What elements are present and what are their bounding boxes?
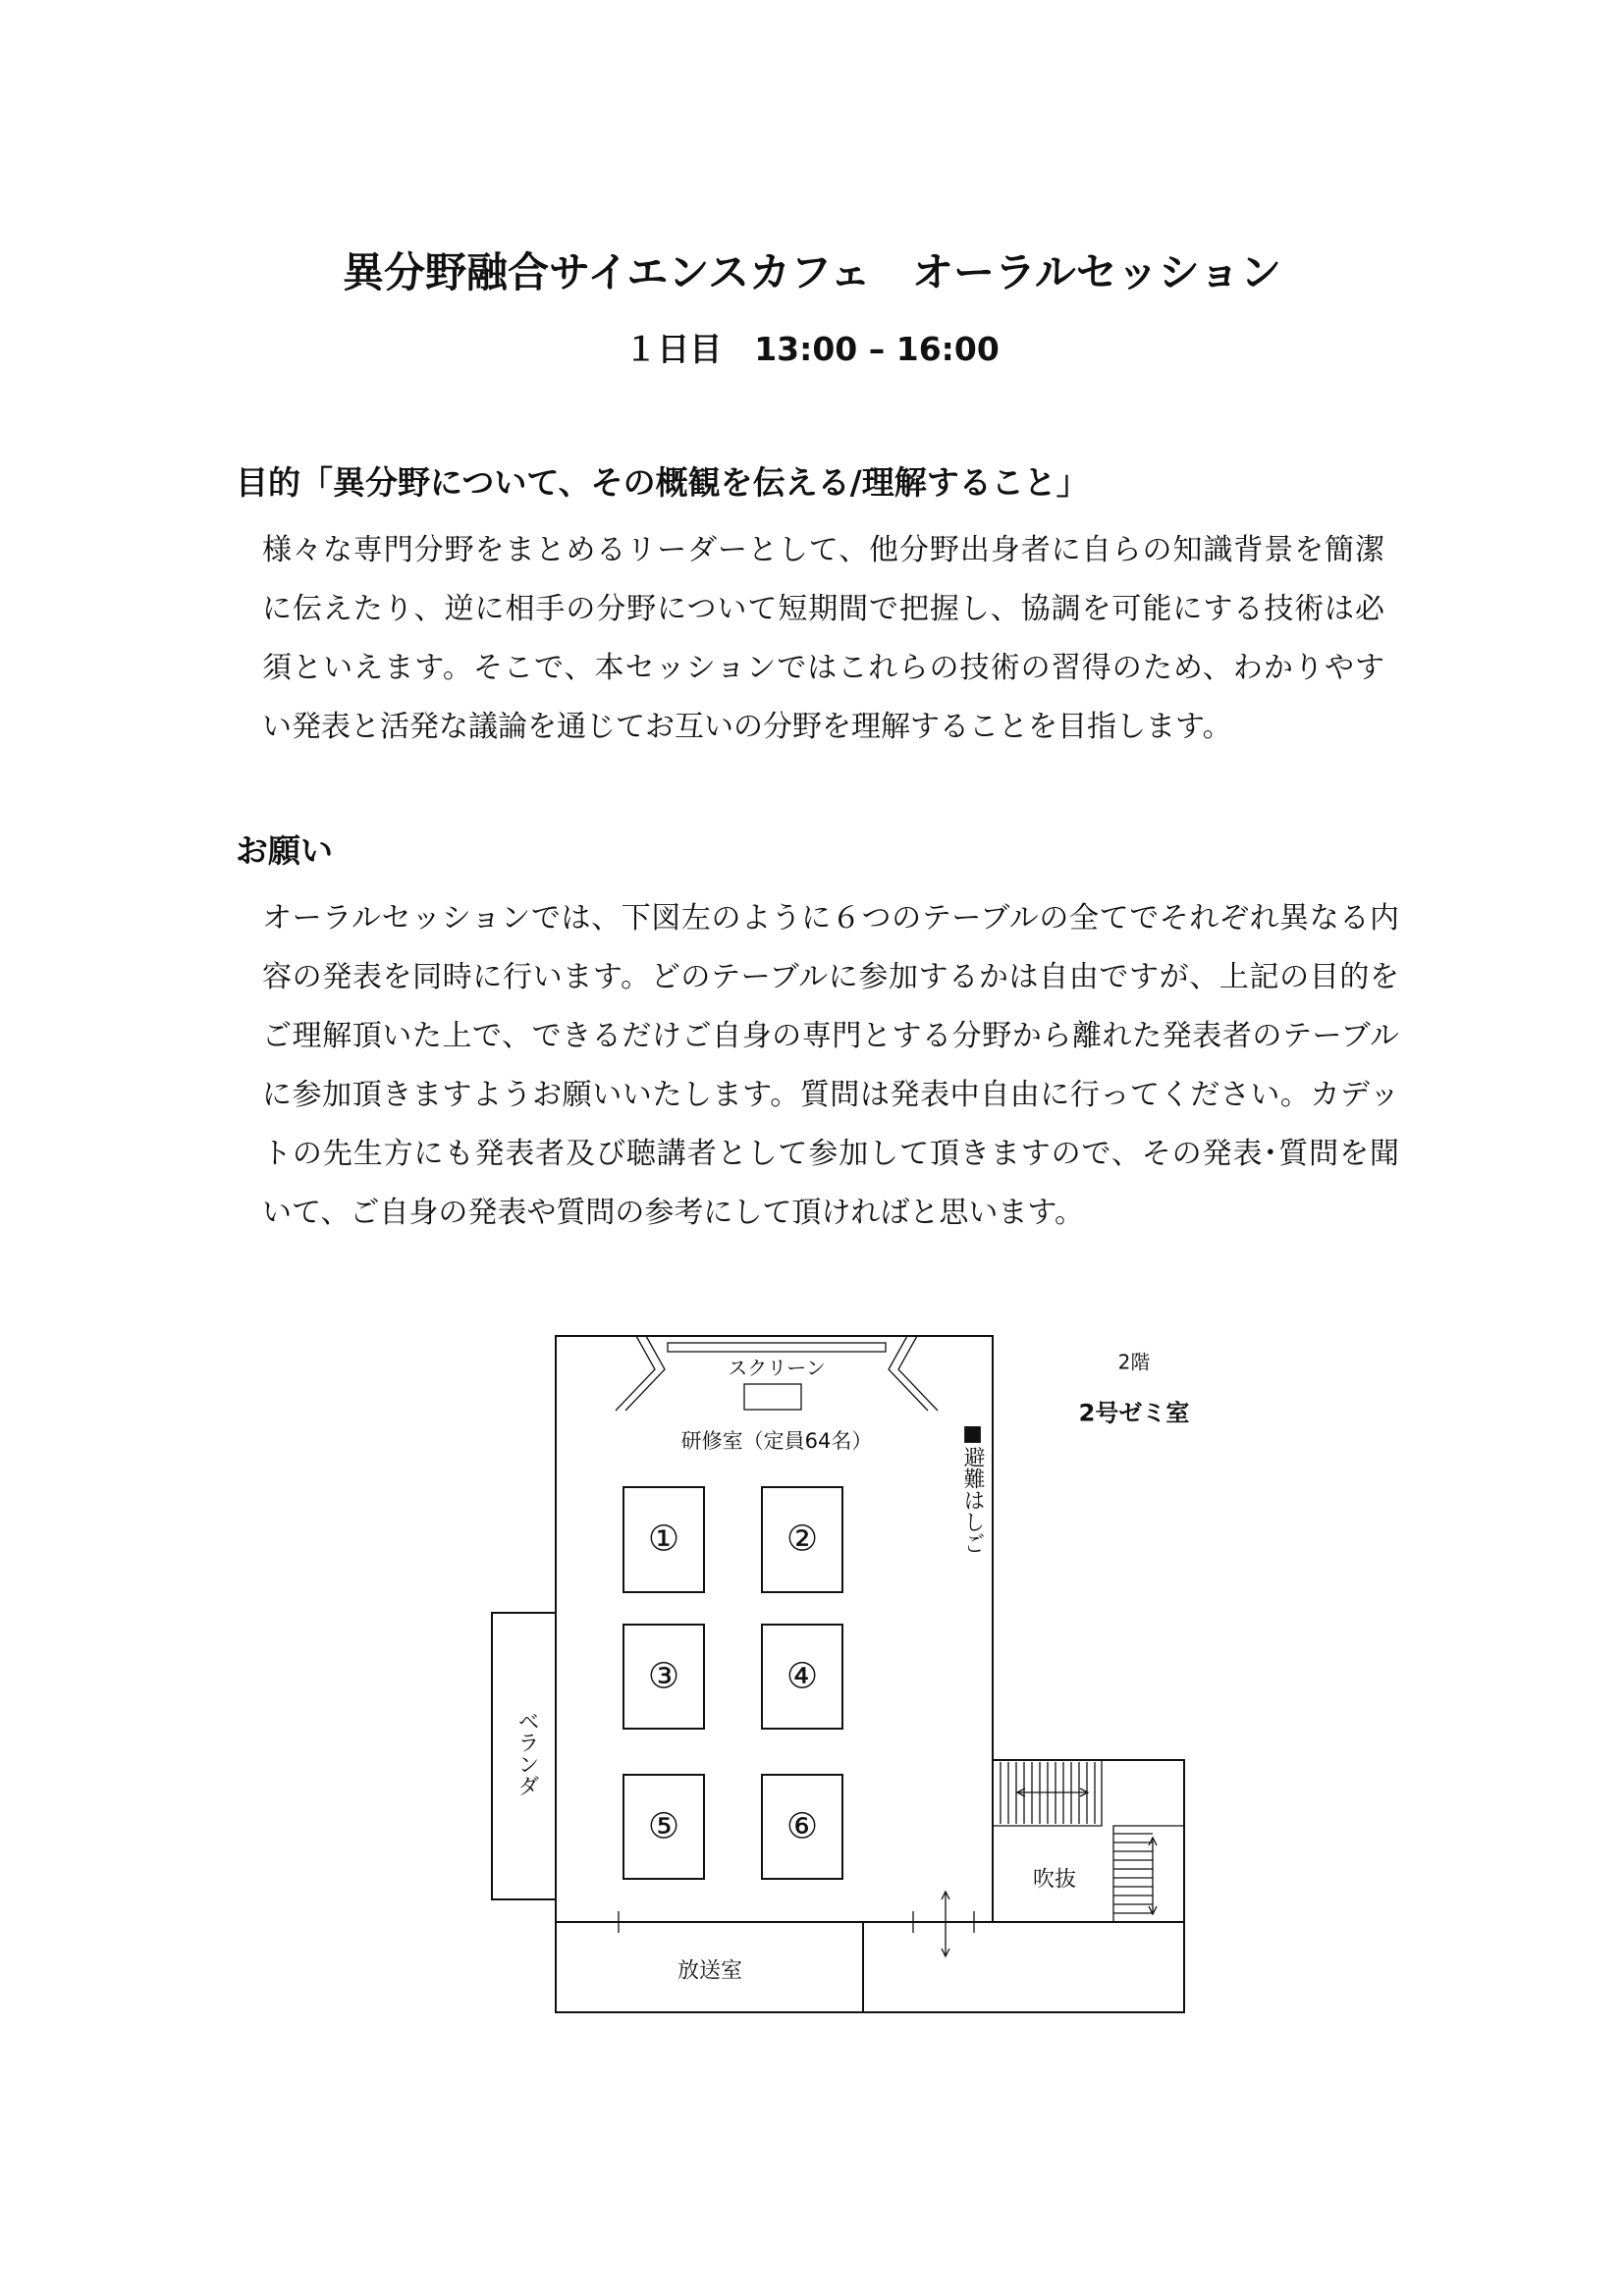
evacuation-ladder-label: ■避難はしご	[960, 1421, 985, 1554]
screen-left-wall-inner	[625, 1336, 665, 1411]
screen-right-wall-inner	[889, 1336, 928, 1411]
page-title: 異分野融合サイエンスカフェ オーラルセッション	[343, 248, 1281, 296]
paragraph-line: に参加頂きますようお願いいたします。質問は発表中自由に行ってください。カデッ	[262, 1078, 1399, 1112]
table-1-number: ①	[647, 1519, 680, 1560]
floor-label: 2階	[1117, 1350, 1151, 1374]
paragraph-line: いて、ご自身の発表や質問の参考にして頂ければと思います。	[262, 1196, 1084, 1230]
staircase-area	[993, 1760, 1184, 1922]
training-room-label: 研修室（定員64名）	[680, 1429, 873, 1453]
lower-stair-boundary	[1113, 1826, 1184, 1922]
atrium-label: 吹抜	[1032, 1867, 1077, 1893]
projection-screen	[668, 1343, 886, 1352]
broadcast-room-label: 放送室	[677, 1958, 743, 1984]
paragraph-line: 須といえます。そこで、本セッションではこれらの技術の習得のため、わかりやす	[262, 651, 1384, 685]
table-5-number: ⑤	[647, 1806, 680, 1847]
request-heading: お願い	[236, 831, 333, 870]
paragraph-line: 様々な専門分野をまとめるリーダーとして、他分野出身者に自らの知識背景を簡潔	[262, 533, 1384, 567]
table-3-number: ③	[647, 1656, 680, 1697]
session-schedule: １日目 13:00 – 16:00	[624, 330, 1000, 368]
lower-stair-treads	[1113, 1834, 1153, 1913]
paragraph-line: に伝えたり、逆に相手の分野について短期間で把握し、協調を可能にする技術は必	[262, 592, 1384, 626]
lower-rooms	[556, 1892, 1184, 2012]
paragraph-line: 容の発表を同時に行います。どのテーブルに参加するかは自由ですが、上記の目的を	[262, 960, 1399, 994]
staircase-outline	[993, 1760, 1184, 1922]
table-2-number: ②	[785, 1519, 819, 1560]
screen-label: スクリーン	[728, 1356, 826, 1380]
paragraph-line: い発表と活発な議論を通じてお互いの分野を理解することを目指します。	[262, 710, 1232, 744]
podium	[744, 1384, 801, 1410]
seminar-room-label: 2号ゼミ室	[1078, 1399, 1190, 1427]
purpose-heading: 目的「異分野について、その概観を伝える/理解すること」	[236, 463, 1089, 502]
training-room-outline	[556, 1336, 993, 1922]
table-6-number: ⑥	[785, 1806, 819, 1847]
paragraph-line: トの先生方にも発表者及び聴講者として参加して頂きますので、その発表･質問を聞	[262, 1137, 1399, 1171]
table-4-number: ④	[785, 1656, 819, 1697]
veranda-label: ベランダ	[514, 1710, 539, 1796]
paragraph-line: ご理解頂いた上で、できるだけご自身の専門とする分野から離れた発表者のテーブル	[262, 1019, 1399, 1053]
paragraph-line: オーラルセッションでは、下図左のように６つのテーブルの全てでそれぞれ異なる内	[262, 901, 1399, 935]
corridor-outline	[556, 1922, 1184, 2012]
purpose-paragraph	[262, 521, 1384, 757]
request-paragraph	[262, 889, 1399, 1243]
